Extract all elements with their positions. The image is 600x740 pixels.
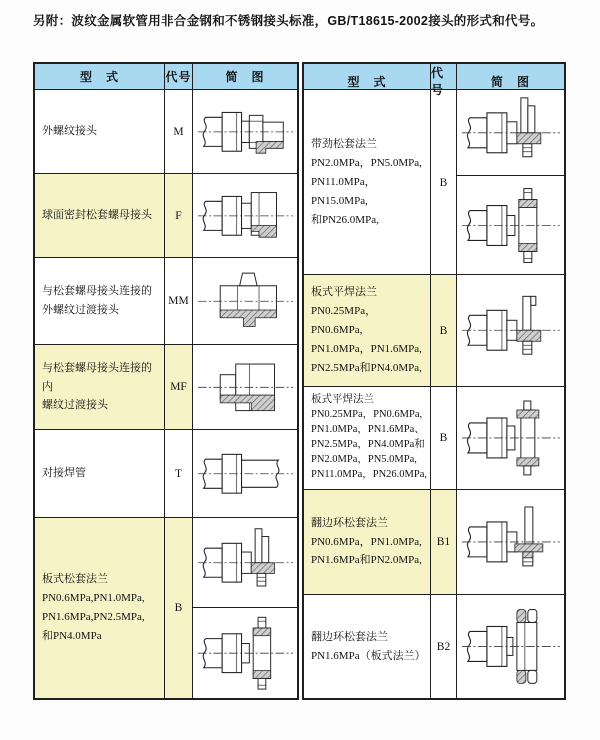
type-line: PN0.6MPa，PN1.0MPa, bbox=[311, 535, 422, 548]
type-cell bbox=[35, 345, 165, 429]
diagram-adapter-icon bbox=[193, 345, 297, 429]
table-row bbox=[304, 387, 564, 490]
type-cell bbox=[35, 258, 165, 344]
table-row bbox=[304, 275, 564, 387]
type-line: PN1.0MPa，PN1.6MPa, bbox=[311, 342, 422, 355]
code-cell: B bbox=[165, 518, 193, 698]
diagram-nut-icon bbox=[193, 174, 297, 257]
type-line: 外螺纹过渡接头 bbox=[42, 304, 119, 316]
table-row bbox=[35, 518, 297, 698]
code-cell: M bbox=[165, 90, 193, 173]
table-row bbox=[35, 345, 297, 430]
type-line: 球面密封松套螺母接头 bbox=[42, 209, 152, 222]
type-cell bbox=[35, 430, 165, 517]
diagram-lap-flange-b2-icon bbox=[457, 595, 564, 698]
diagram-cell bbox=[193, 518, 297, 698]
type-cell bbox=[304, 595, 431, 698]
diagram-flange-sym-icon bbox=[193, 607, 297, 698]
code-cell: B bbox=[431, 275, 457, 386]
type-line: 与松套螺母接头连接的内 bbox=[42, 361, 152, 393]
diagram-lap-flange-icon bbox=[457, 490, 564, 594]
diagram-male-thread-icon bbox=[193, 90, 297, 173]
table-row bbox=[35, 430, 297, 518]
table-row bbox=[35, 258, 297, 345]
type-line: PN1.6MPa（板式法兰） bbox=[311, 649, 426, 662]
type-cell bbox=[304, 275, 431, 386]
fittings-table bbox=[33, 62, 566, 700]
type-line: 翻边环松套法兰 bbox=[311, 630, 388, 643]
diagram-flange-up-icon bbox=[457, 90, 564, 175]
diagram-cell bbox=[193, 258, 297, 344]
type-line: 和PN26.0MPa, bbox=[311, 213, 379, 226]
diagram-weld-flange-icon bbox=[457, 275, 564, 386]
diagram-weld-pipe-icon bbox=[193, 430, 297, 517]
type-line: PN2.0MPa，PN5.0MPa, bbox=[311, 157, 422, 170]
type-cell bbox=[304, 490, 431, 594]
header-cell-type: 型 式 bbox=[35, 64, 165, 89]
type-line: PN0.25MPa，PN0.6MPa, bbox=[311, 409, 423, 421]
code-cell: B1 bbox=[431, 490, 457, 594]
header-cell-diagram: 简 图 bbox=[225, 70, 265, 84]
diagram-cell bbox=[457, 595, 564, 698]
type-line: PN2.5MPa和PN4.0MPa, bbox=[311, 361, 422, 374]
diagram-weld-flange-sym-icon bbox=[457, 387, 564, 489]
type-line: PN2.5MPa，PN4.0MPa和 bbox=[311, 439, 425, 450]
type-cell bbox=[35, 518, 165, 698]
table-header-right bbox=[304, 64, 564, 97]
diagram-cell bbox=[193, 90, 297, 173]
type-cell bbox=[35, 90, 165, 173]
diagram-cell bbox=[193, 430, 297, 517]
header-cell-code: 代号 bbox=[431, 64, 457, 98]
type-line: PN11.0MPa，PN15.0MPa, bbox=[311, 176, 376, 207]
code-cell: B bbox=[431, 387, 457, 489]
table-row bbox=[304, 90, 564, 275]
type-cell bbox=[304, 90, 431, 275]
table-body-left bbox=[35, 90, 297, 698]
type-line: 板式平焊法兰 bbox=[311, 394, 374, 406]
code-cell: F bbox=[165, 174, 193, 257]
type-line: 带劲松套法兰 bbox=[311, 138, 377, 151]
diagram-flange-up-icon bbox=[193, 518, 297, 607]
type-line: 对接焊管 bbox=[42, 467, 86, 480]
type-line: PN11.0MPa，PN26.0MPa, bbox=[311, 468, 428, 480]
code-cell: B2 bbox=[431, 595, 457, 698]
type-cell bbox=[35, 174, 165, 257]
header-cell-type: 型 式 bbox=[304, 64, 431, 98]
type-line: 和PN4.0MPa bbox=[42, 629, 102, 642]
fittings-table-right bbox=[302, 62, 566, 700]
code-cell: MF bbox=[165, 345, 193, 429]
table-row bbox=[35, 174, 297, 258]
diagram-cell bbox=[457, 275, 564, 386]
type-line: 外螺纹接头 bbox=[42, 125, 97, 138]
type-line: 螺纹过渡接头 bbox=[42, 399, 108, 412]
diagram-cell bbox=[193, 345, 297, 429]
table-row bbox=[304, 595, 564, 698]
type-line: PN0.25MPa，PN0.6MPa, bbox=[311, 305, 377, 337]
type-line: PN0.6MPa,PN1.0MPa, bbox=[42, 592, 145, 605]
type-line: 板式松套法兰 bbox=[42, 573, 108, 586]
diagram-cell bbox=[193, 174, 297, 257]
type-line: PN1.6MPa和PN2.0MPa, bbox=[311, 554, 422, 567]
fittings-table-left bbox=[33, 62, 299, 700]
header-cell-code: 代号 bbox=[165, 64, 193, 89]
header-cell-diagram: 简 图 bbox=[490, 74, 530, 89]
type-line: PN1.6MPa,PN2.5MPa, bbox=[42, 611, 145, 623]
diagram-cell bbox=[457, 490, 564, 594]
type-line: PN1.0MPa，PN1.6MPa、 bbox=[311, 424, 425, 436]
table-header-left bbox=[35, 64, 297, 90]
code-cell: T bbox=[165, 430, 193, 517]
diagram-flange-sym-icon bbox=[457, 175, 564, 275]
type-cell bbox=[304, 387, 431, 489]
type-line: 与松套螺母接头连接的 bbox=[42, 285, 152, 298]
diagram-nipple-icon bbox=[193, 258, 297, 344]
document-title: 另附：波纹金属软管用非合金钢和不锈钢接头标准，GB/T18615-2002接头的形式和代号。 bbox=[33, 14, 544, 28]
code-cell: B bbox=[431, 90, 457, 275]
type-line: 板式平焊法兰 bbox=[311, 286, 377, 299]
diagram-cell bbox=[457, 387, 564, 489]
code-cell: MM bbox=[165, 258, 193, 344]
table-body-right bbox=[304, 90, 564, 698]
diagram-cell bbox=[457, 90, 564, 275]
type-line: PN2.0MPa，PN5.0MPa, bbox=[311, 453, 417, 465]
table-row bbox=[35, 90, 297, 174]
table-row bbox=[304, 490, 564, 595]
type-line: 翻边环松套法兰 bbox=[311, 516, 388, 529]
